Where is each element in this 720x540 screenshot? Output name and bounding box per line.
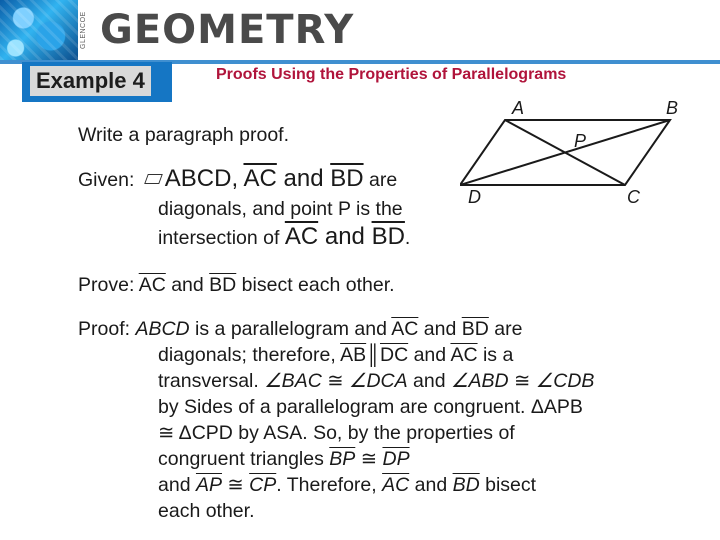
vertex-label-d: D: [468, 187, 481, 207]
proof-line-2: diagonals; therefore, $\overline{AB}║\overline{DC}$ and $\overline{AC}$ is a: [158, 344, 514, 366]
given-line-2: diagonals, and point P is the: [158, 198, 403, 220]
textbook-logo: [0, 0, 78, 60]
vertex-label-a: A: [512, 98, 525, 118]
course-title: GEOMETRY: [100, 7, 355, 53]
given-line-1: Given: ABCD, $\overline{AC}$ and $\overline{BD}$ are: [78, 165, 398, 192]
parallelogram-diagram: [460, 95, 700, 215]
proof-line-3: transversal. ∠BAC ≅ ∠DCA and ∠ABD ≅ ∠CDB: [158, 370, 595, 392]
prove-label: Prove:: [78, 274, 135, 296]
proof-line-5: ≅ ΔCPD by ASA. So, by the properties of: [158, 422, 515, 444]
lesson-title: Proofs Using the Properties of Parallelograms: [216, 66, 567, 83]
point-label-p: P: [574, 131, 587, 151]
parallelogram-symbol-icon: [144, 174, 163, 184]
header: [0, 0, 720, 62]
proof-line-7: and $\overline{AP}$ ≅ $\overline{CP}$. Therefore, $\overline{AC}$ and $\overline{BD}$ bisect: [158, 474, 537, 496]
proof-label: Proof:: [78, 318, 131, 340]
vertex-label-b: B: [666, 98, 679, 118]
publisher-name: GLENCOE: [80, 11, 87, 49]
proof-line-6: congruent triangles $\overline{BP}$ ≅ $\overline{DP}$: [158, 448, 410, 470]
proof-line-8: each other.: [158, 500, 255, 522]
given-line-3: intersection of $\overline{AC}$ and $\overline{BD}$.: [158, 223, 411, 250]
example-label: Example 4: [30, 66, 151, 96]
instruction: Write a paragraph proof.: [78, 124, 290, 146]
diagonal-bd: [460, 120, 670, 185]
prove-statement: Prove: $\overline{AC}$ and $\overline{BD}$ bisect each other.: [78, 274, 395, 296]
given-label: Given:: [78, 169, 135, 191]
vertex-label-c: C: [627, 187, 640, 207]
proof-line-1: Proof: ABCD is a parallelogram and $\overline{AC}$ and $\overline{BD}$ are: [78, 318, 523, 340]
proof-line-4: by Sides of a parallelogram are congruent. ΔAPB: [158, 396, 583, 418]
